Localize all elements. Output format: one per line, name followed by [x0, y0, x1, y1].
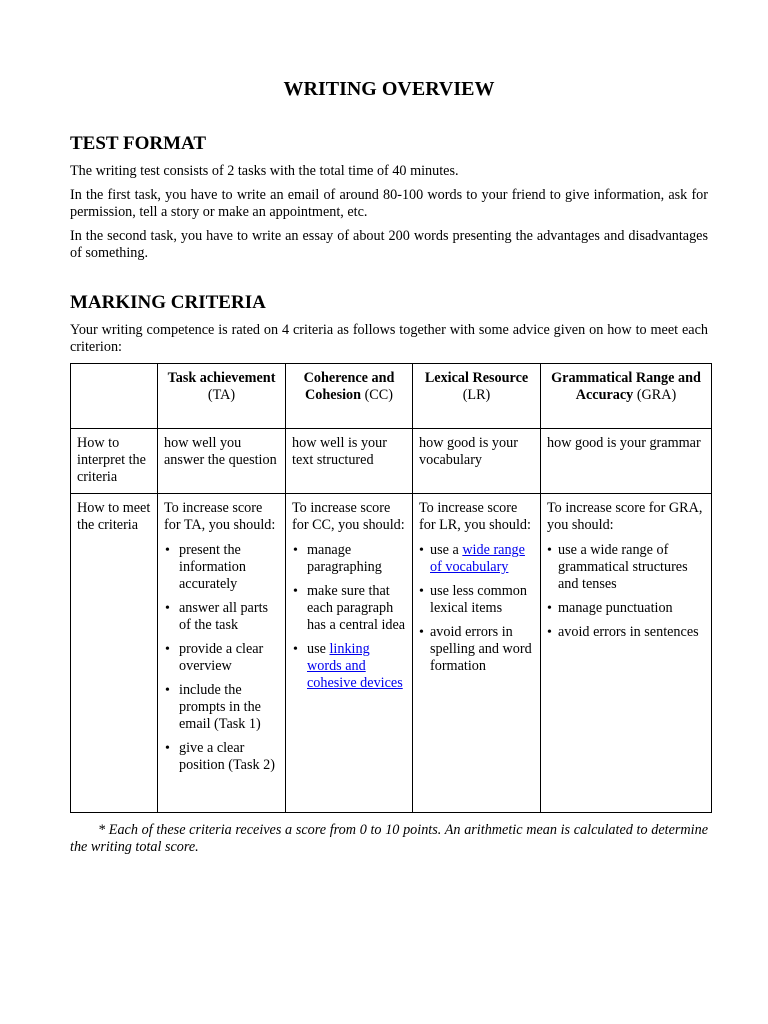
cc-advice-cell	[286, 494, 413, 813]
ta-intro: To increase score for TA, you should:	[164, 500, 276, 533]
row-label-text: How to interpret the criteria	[77, 435, 146, 485]
row-label-text: How to meet the criteria	[77, 500, 151, 533]
criteria-table	[70, 363, 712, 813]
cell-text: how well is your text structured	[292, 435, 387, 468]
list-item: • manage paragraphing	[307, 542, 406, 576]
table-row-interpret	[71, 429, 712, 494]
test-format-heading: TEST FORMAT	[70, 133, 207, 154]
list-item: • avoid errors in sentences	[558, 624, 705, 641]
list-item: • provide a clear overview	[179, 641, 279, 675]
list-item: • use less common lexical items	[430, 583, 534, 617]
list-item: • present the information accurately	[179, 542, 279, 593]
list-item: • manage punctuation	[558, 600, 705, 617]
gra-advice-cell	[541, 494, 712, 813]
row-label-meet	[71, 494, 158, 813]
list-item	[430, 542, 534, 576]
list-item: • avoid errors in spelling and word formation	[430, 624, 534, 675]
item-prefix: use	[307, 641, 326, 657]
wide-range-vocabulary-link[interactable]: wide range of vocabulary	[430, 542, 525, 575]
list-item: • include the prompts in the email (Task 1)	[179, 682, 279, 733]
cc-intro: To increase score for CC, you should:	[292, 500, 405, 533]
list-item: • use a wide range of grammatical structures and tenses	[558, 542, 705, 593]
table-header-row	[71, 364, 712, 429]
cell-text: how good is your vocabulary	[419, 435, 518, 468]
list-item: • make sure that each paragraph has a central idea	[307, 583, 406, 634]
header-grammatical-range	[541, 364, 712, 429]
header-abbrev: (TA)	[207, 387, 236, 403]
gra-intro: To increase score for GRA, you should:	[547, 500, 703, 533]
table-cell	[541, 429, 712, 494]
gra-list	[547, 542, 705, 641]
cell-text: how good is your grammar	[547, 435, 701, 451]
header-bold-text: Grammatical Range and Accuracy	[551, 370, 701, 403]
lr-intro: To increase score for LR, you should:	[419, 500, 531, 533]
header-abbrev: (CC)	[364, 387, 393, 403]
header-bold-text: Lexical Resource	[424, 370, 529, 386]
test-format-paragraph-3: In the second task, you have to write an essay of about 200 words presenting the advantages and disadvantages of something.	[70, 228, 708, 261]
scoring-footnote: * Each of these criteria receives a score from 0 to 10 points. An arithmetic mean is calculated to determine the writing total score.	[70, 822, 708, 855]
row-label-interpret	[71, 429, 158, 494]
list-item: • answer all parts of the task	[179, 600, 279, 634]
ta-advice-cell	[158, 494, 286, 813]
header-coherence-cohesion	[286, 364, 413, 429]
item-prefix: use a	[430, 542, 459, 558]
table-cell	[158, 429, 286, 494]
header-abbrev: (LR)	[462, 387, 491, 403]
header-task-achievement	[158, 364, 286, 429]
list-item	[307, 641, 406, 692]
table-corner-cell	[71, 364, 158, 429]
header-bold-text: Coherence and Cohesion	[303, 370, 395, 403]
linking-words-link[interactable]: linking words and cohesive devices	[307, 641, 403, 691]
table-cell	[286, 429, 413, 494]
ta-list	[164, 542, 279, 774]
test-format-paragraph-2: In the first task, you have to write an email of around 80-100 words to your friend to give information, ask for permission, tell a story or make an appointment, etc.	[70, 187, 708, 220]
test-format-paragraph-1: The writing test consists of 2 tasks with the total time of 40 minutes.	[70, 163, 459, 179]
marking-criteria-intro: Your writing competence is rated on 4 criteria as follows together with some advice given on how to meet each criterion:	[70, 322, 708, 355]
header-bold-text: Task achievement	[167, 370, 276, 386]
table-row-meet	[71, 494, 712, 813]
table-cell	[413, 429, 541, 494]
lr-advice-cell	[413, 494, 541, 813]
document-title: WRITING OVERVIEW	[283, 78, 495, 100]
cc-list	[292, 542, 406, 692]
cell-text: how well you answer the question	[164, 435, 277, 468]
header-lexical-resource	[413, 364, 541, 429]
lr-list	[419, 542, 534, 675]
list-item: • give a clear position (Task 2)	[179, 740, 279, 774]
header-abbrev: (GRA)	[636, 387, 677, 403]
marking-criteria-heading: MARKING CRITERIA	[70, 292, 266, 313]
